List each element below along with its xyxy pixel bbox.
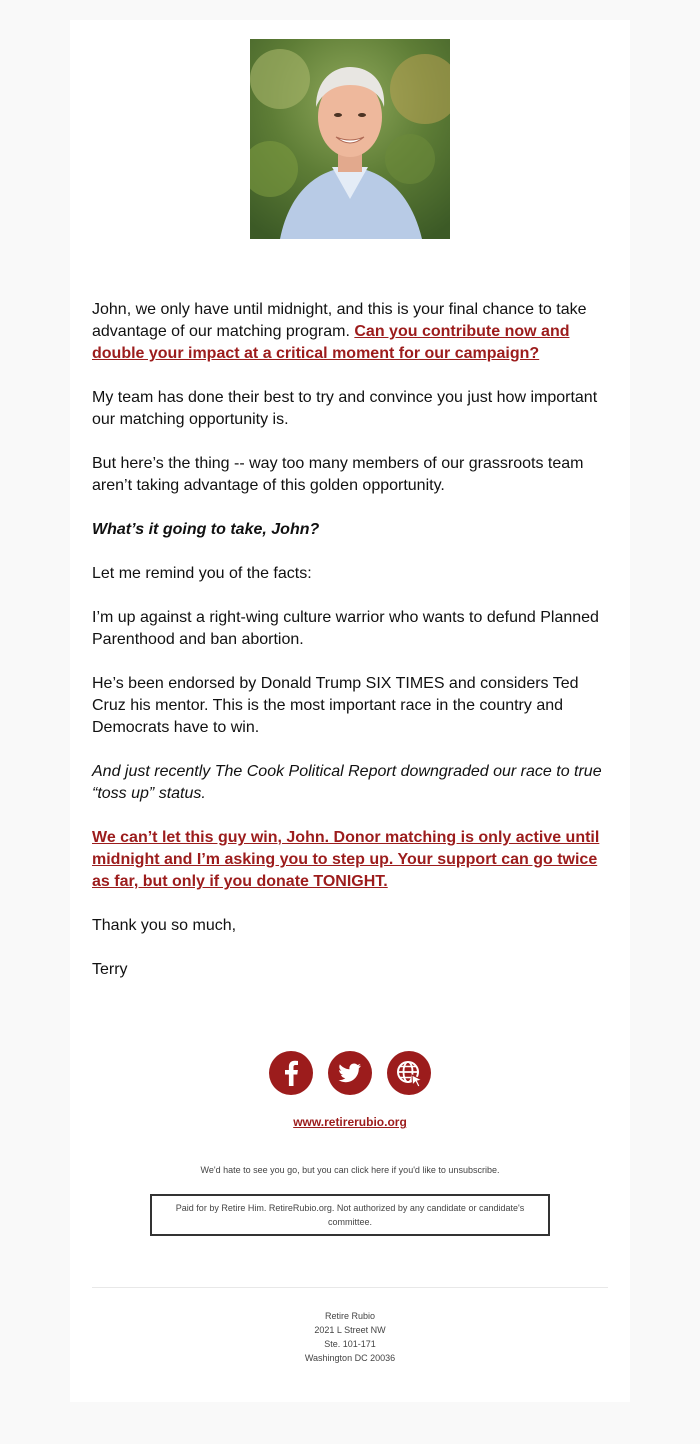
footer-divider bbox=[92, 1287, 608, 1288]
portrait-image bbox=[250, 39, 450, 239]
facebook-icon[interactable] bbox=[269, 1051, 313, 1095]
web-glyph bbox=[387, 1051, 431, 1095]
twitter-glyph bbox=[328, 1051, 372, 1095]
email-body bbox=[92, 299, 608, 1003]
paragraph-facts: Let me remind you of the facts: bbox=[92, 565, 312, 582]
paid-for-disclaimer bbox=[150, 1194, 550, 1236]
contribute-link[interactable]: Can you contribute now and double your impact at a critical moment for our campaign? bbox=[92, 323, 570, 362]
facebook-glyph bbox=[269, 1051, 313, 1095]
paragraph-endorsement: He’s been endorsed by Donald Trump SIX TIMES and considers Ted Cruz his mentor. This is the most important race in the country and Democrats have to win. bbox=[92, 675, 579, 736]
candidate-photo bbox=[250, 39, 450, 239]
paragraph-team: My team has done their best to try and convince you just how important our matching opportunity is. bbox=[92, 389, 598, 428]
intro-text: John, we only have until midnight, and this is your final chance to take advantage of our matching program. bbox=[92, 301, 587, 340]
unsubscribe-text[interactable]: We'd hate to see you go, but you can click here if you'd like to unsubscribe. bbox=[200, 1165, 500, 1175]
website-link[interactable]: www.retirerubio.org bbox=[293, 1115, 407, 1129]
paragraph-intro bbox=[92, 299, 608, 365]
paragraph-cta bbox=[92, 827, 608, 893]
address-line: 2021 L Street NW bbox=[314, 1325, 386, 1335]
email-card bbox=[70, 20, 630, 1402]
signature: Terry bbox=[92, 961, 128, 978]
paragraph-grassroots: But here’s the thing -- way too many members of our grassroots team aren’t taking advantage of this golden opportunity. bbox=[92, 455, 584, 494]
paragraph-opponent: I’m up against a right-wing culture warrior who wants to defund Planned Parenthood and ban abortion. bbox=[92, 609, 599, 648]
web-icon[interactable] bbox=[387, 1051, 431, 1095]
address-line: Retire Rubio bbox=[324, 1311, 376, 1321]
address-line: Washington DC 20036 bbox=[304, 1353, 396, 1363]
mailing-address bbox=[70, 1309, 630, 1365]
paragraph-thanks: Thank you so much, bbox=[92, 917, 237, 934]
twitter-icon[interactable] bbox=[328, 1051, 372, 1095]
paragraph-cook-report: And just recently The Cook Political Report downgraded our race to true “toss up” status. bbox=[92, 763, 602, 802]
paragraph-question: What’s it going to take, John? bbox=[92, 521, 320, 538]
social-icons bbox=[269, 1051, 431, 1095]
paid-for-text: Paid for by Retire Him. RetireRubio.org. Not authorized by any candidate or candidate's committee. bbox=[175, 1203, 525, 1227]
donate-tonight-link[interactable]: We can’t let this guy win, John. Donor matching is only active until midnight and I’m asking you to step up. Your support can go twice as far, but only if you donate TONIGHT. bbox=[92, 829, 600, 890]
address-line: Ste. 101-171 bbox=[324, 1339, 376, 1349]
